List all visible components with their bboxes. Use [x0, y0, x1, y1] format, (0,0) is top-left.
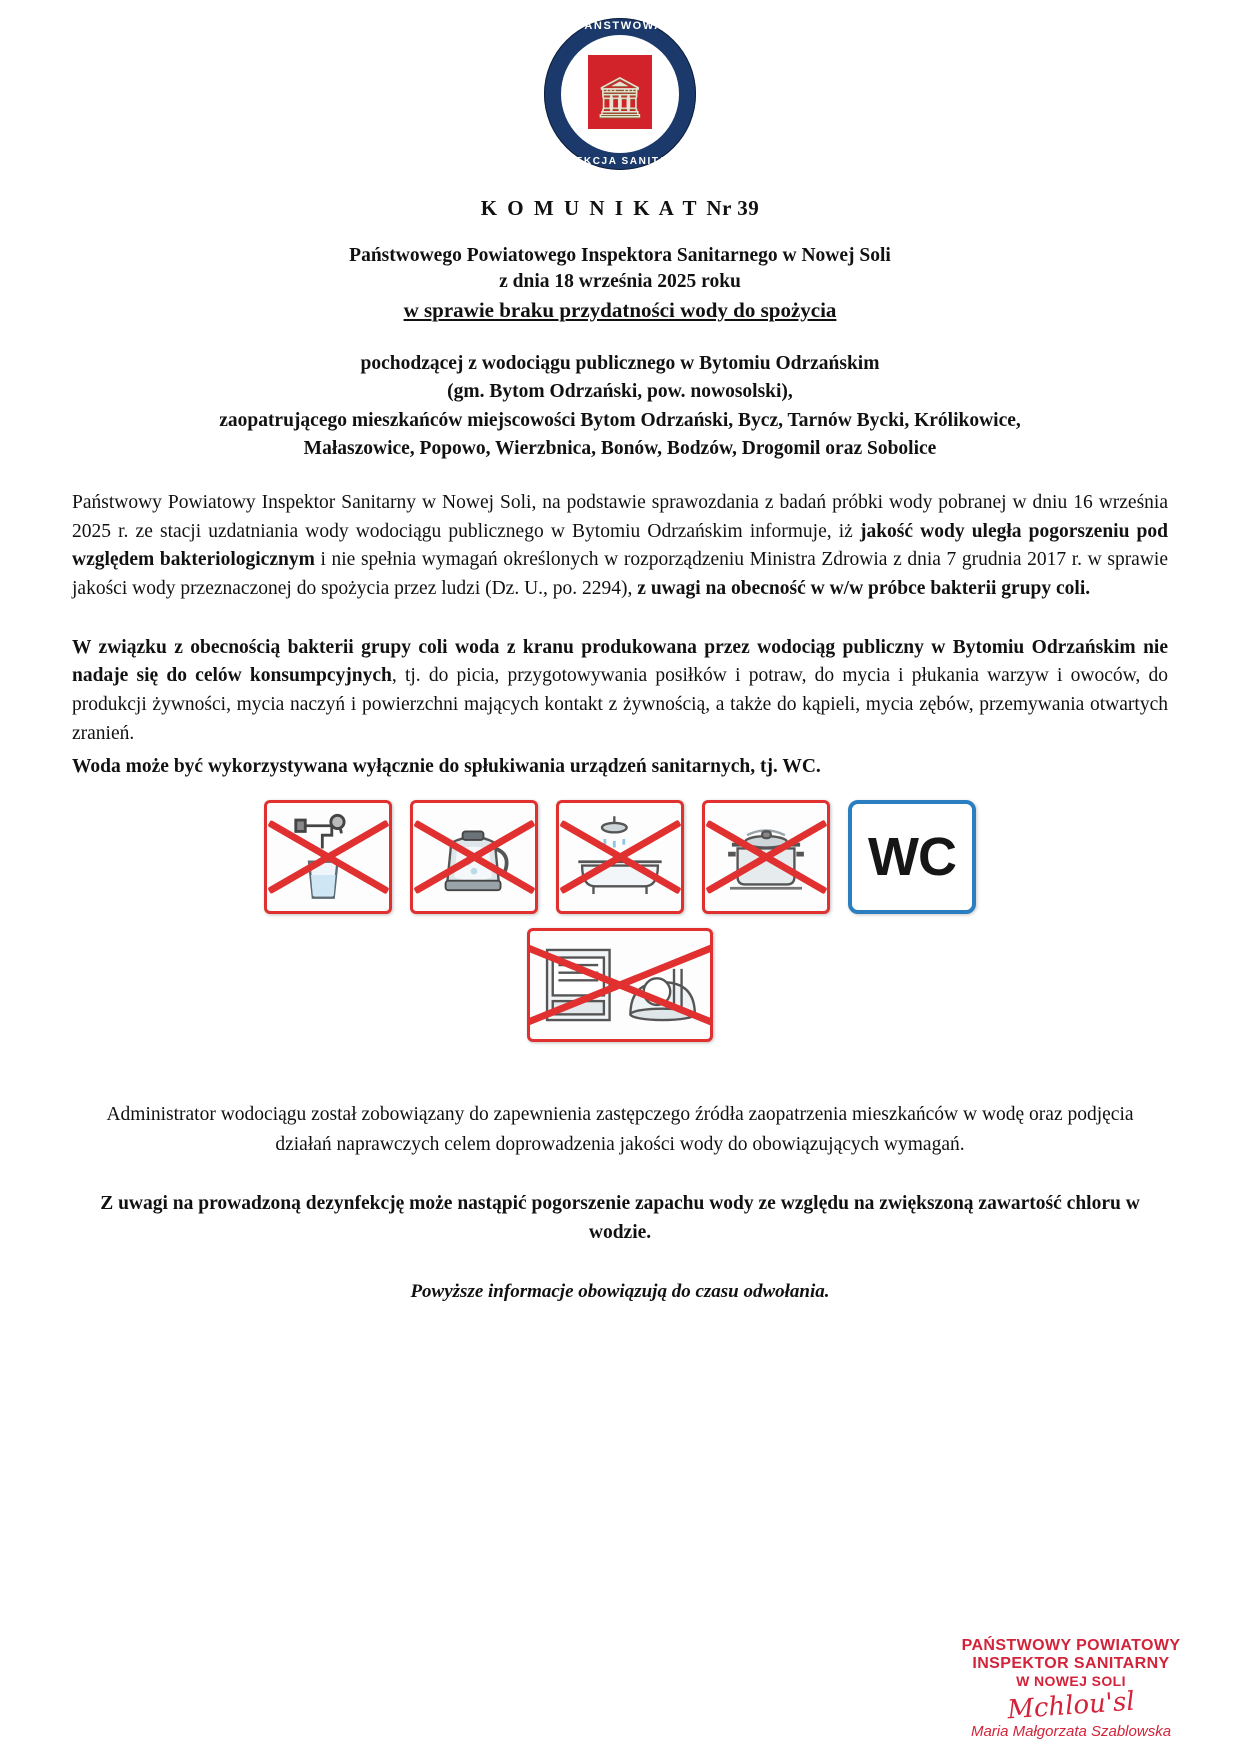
no-dishwashing-icon — [527, 928, 713, 1042]
pictogram-row-primary — [72, 800, 1168, 914]
title-block — [72, 243, 1168, 324]
polish-eagle-icon: 🏛 — [594, 75, 646, 120]
emblem-bottom-text: INSPEKCJA SANITARNA — [545, 156, 695, 167]
prohibition-cross — [413, 803, 535, 911]
pictogram-row-secondary — [72, 928, 1168, 1042]
p2-part-a-bold: W związku z obecnością bakterii grupy coli woda z kranu produkowana przez wodociąg publiczny w Bytomiu Odrzańskim nie nadaje się do celów konsumpcyjnych — [72, 636, 1168, 687]
signatory-name: Maria Małgorzata Szablowska — [970, 1723, 1172, 1740]
paragraph-allowed-use: Woda może być wykorzystywana wyłącznie do spłukiwania urządzeń sanitarnych, tj. WC. — [72, 756, 821, 778]
emblem-container — [72, 18, 1168, 170]
paragraph-findings — [72, 489, 1168, 604]
stamp-line-1: PAŃSTWOWY POWIATOWY — [961, 1637, 1181, 1654]
komunikat-word: K O M U N I K A T — [480, 196, 699, 220]
prohibition-cross — [267, 803, 389, 911]
date-line: z dnia 18 września 2025 roku — [499, 271, 741, 293]
stamp-line-3: W NOWEJ SOLI — [1016, 1673, 1126, 1689]
p1-part-d-bold: z uwagi na obecność w w/w próbce bakterii grupy coli. — [637, 578, 1091, 599]
stamp-line-2: INSPEKTOR SANITARNY — [972, 1655, 1170, 1672]
komunikat-number: Nr 39 — [706, 196, 760, 220]
no-kettle-icon — [410, 800, 538, 914]
signature-scribble: Mchlou'sl — [1006, 1686, 1136, 1726]
wc-allowed-icon — [848, 800, 976, 914]
prohibition-cross — [530, 931, 710, 1039]
subject-line: w sprawie braku przydatności wody do spożycia — [403, 297, 837, 322]
sanitary-inspection-emblem — [544, 18, 696, 170]
page-title — [72, 196, 1168, 221]
official-stamp — [946, 1637, 1196, 1740]
p1-part-a: Państwowy Powiatowy Inspektor Sanitarny w Nowej Soli, na podstawie sprawozdania z badań próbki wody pobranej w dniu 16 września 2025 r. ze stacji uzdatniania wody wodociągu publicznego w Bytomiu Odrzańskim informuje, iż — [72, 492, 1168, 542]
paragraph-administrator: Administrator wodociągu został zobowiązany do zapewnienia zastępczego źródła zaopatrzenia mieszkańców w wodę oraz podjęcia działań naprawczych celem doprowadzenia jakości wody do obowiązujących wymagań. — [106, 1104, 1134, 1155]
paragraph-restrictions — [72, 634, 1168, 749]
no-bathing-icon — [556, 800, 684, 914]
scope-line-1: pochodzącej z wodociągu publicznego w Bytomiu Odrzańskim — [360, 352, 880, 374]
paragraph-validity: Powyższe informacje obowiązują do czasu odwołania. — [410, 1281, 830, 1303]
scope-line-4: Małaszowice, Popowo, Wierzbnica, Bonów, Bodzów, Drogomil oraz Sobolice — [303, 437, 937, 459]
p2-part-b: , tj. do picia, przygotowywania posiłków i potraw, do mycia i płukania warzyw i owoców, do produkcji żywności, mycia naczyń i powierzchni mających kontakt z żywnością, a także do kąpieli, mycia zębów, przemywania otwartych zranień. — [72, 665, 1168, 744]
scope-line-2: (gm. Bytom Odrzański, pow. nowosolski), — [447, 381, 793, 403]
emblem-top-text: PAŃSTWOWA — [576, 20, 664, 32]
paragraph-disinfection: Z uwagi na prowadzoną dezynfekcję może nastąpić pogorszenie zapachu wody ze względu na zwiększoną zawartość chloru w wodzie. — [100, 1192, 1140, 1244]
authority-line: Państwowego Powiatowego Inspektora Sanitarnego w Nowej Soli — [349, 245, 891, 266]
no-cooking-icon — [702, 800, 830, 914]
prohibition-cross — [705, 803, 827, 911]
scope-line-3: zaopatrującego mieszkańców miejscowości Bytom Odrzański, Bycz, Tarnów Bycki, Królikowice, — [219, 409, 1021, 431]
p1-part-c: i nie spełnia wymagań określonych w rozporządzeniu Ministra Zdrowia z dnia 7 grudnia 2017 r. w sprawie jakości wody przeznaczonej do spożycia przez ludzi (Dz. U., po. 2294), — [72, 549, 1168, 599]
p1-part-b-bold: jakość wody uległa pogorszeniu pod względem bakteriologicznym — [72, 520, 1168, 571]
no-tap-water-icon — [264, 800, 392, 914]
scope-block — [72, 350, 1168, 463]
prohibition-cross — [559, 803, 681, 911]
wc-label: WC — [868, 827, 956, 888]
